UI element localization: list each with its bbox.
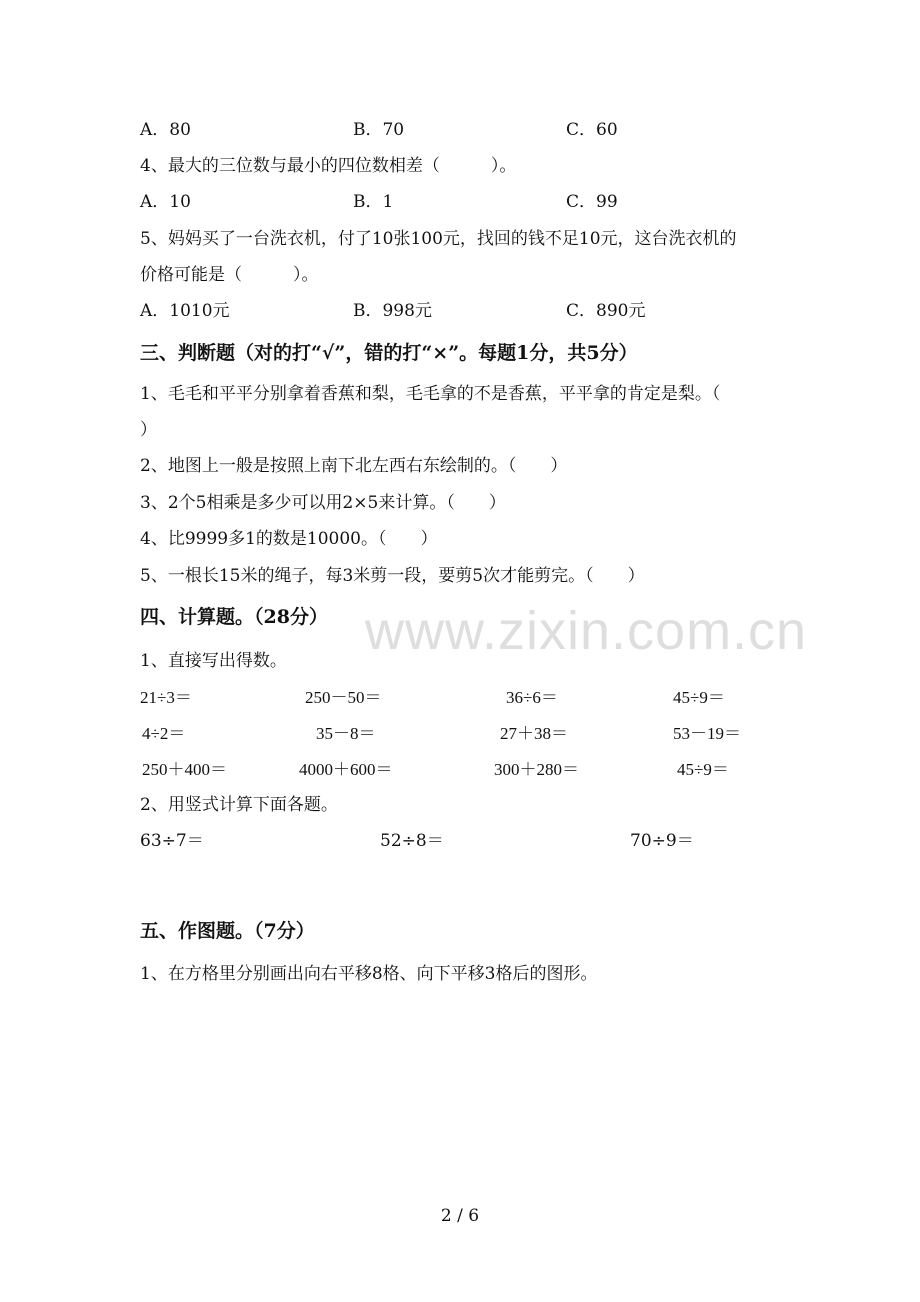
q4-option-c: C．99 bbox=[566, 192, 618, 212]
calc-r3c4: 45÷9＝ bbox=[677, 760, 729, 779]
section4-sub1: 1、直接写出得数。 bbox=[140, 651, 287, 671]
section3-item-2: 2、地图上一般是按照上南下北左西右东绘制的。（ ） bbox=[140, 456, 568, 476]
calc-r2c3: 27＋38＝ bbox=[500, 724, 568, 743]
q5-text-line1: 5、妈妈买了一台洗衣机，付了10张100元，找回的钱不足10元，这台洗衣机的 bbox=[140, 229, 737, 249]
vertical-calc-1: 63÷7＝ bbox=[140, 831, 204, 851]
q5-option-c: C．890元 bbox=[566, 301, 646, 321]
calc-r2c4: 53－19＝ bbox=[673, 724, 741, 743]
calc-r1c4: 45÷9＝ bbox=[673, 688, 725, 707]
vertical-calc-2: 52÷8＝ bbox=[380, 831, 444, 851]
q3-option-c: C．60 bbox=[566, 120, 618, 140]
calc-r1c1: 21÷3＝ bbox=[140, 688, 192, 707]
calc-r3c1: 250＋400＝ bbox=[142, 760, 227, 779]
vertical-calc-3: 70÷9＝ bbox=[630, 831, 694, 851]
q5-option-b: B．998元 bbox=[353, 301, 432, 321]
calc-r2c2: 35－8＝ bbox=[316, 724, 376, 743]
section5-item-1: 1、在方格里分别画出向右平移8格、向下平移3格后的图形。 bbox=[140, 964, 598, 984]
section4-sub2: 2、用竖式计算下面各题。 bbox=[140, 795, 338, 815]
watermark: www.zixin.com.cn bbox=[365, 601, 808, 661]
calc-r1c3: 36÷6＝ bbox=[506, 688, 558, 707]
q5-text-line2: 价格可能是（ ）。 bbox=[140, 265, 319, 285]
q5-option-a: A．1010元 bbox=[140, 301, 230, 321]
q3-option-a: A．80 bbox=[140, 120, 191, 140]
q4-option-b: B．1 bbox=[353, 192, 394, 212]
q3-option-b: B．70 bbox=[353, 120, 405, 140]
section3-item-1: 1、毛毛和平平分别拿着香蕉和梨，毛毛拿的不是香蕉，平平拿的肯定是梨。（ bbox=[140, 384, 721, 404]
section3-item-4: 4、比9999多1的数是10000。（ ） bbox=[140, 529, 438, 549]
calc-r3c2: 4000＋600＝ bbox=[299, 760, 393, 779]
section3-item-3: 3、2个5相乘是多少可以用2×5来计算。（ ） bbox=[140, 493, 506, 513]
section3-item-1-cont: ） bbox=[140, 420, 157, 440]
section4-title: 四、计算题。（28分） bbox=[140, 606, 328, 628]
calc-r1c2: 250－50＝ bbox=[305, 688, 382, 707]
section5-title: 五、作图题。（7分） bbox=[140, 920, 315, 942]
calc-r3c3: 300＋280＝ bbox=[494, 760, 579, 779]
section3-title: 三、判断题（对的打“√”，错的打“×”。每题1分，共5分） bbox=[140, 342, 638, 364]
q4-option-a: A．10 bbox=[140, 192, 191, 212]
section3-item-5: 5、一根长15米的绳子，每3米剪一段，要剪5次才能剪完。（ ） bbox=[140, 566, 645, 586]
q4-text: 4、最大的三位数与最小的四位数相差（ ）。 bbox=[140, 156, 517, 176]
page-number: 2 / 6 bbox=[440, 1206, 480, 1226]
calc-r2c1: 4÷2＝ bbox=[142, 724, 186, 743]
